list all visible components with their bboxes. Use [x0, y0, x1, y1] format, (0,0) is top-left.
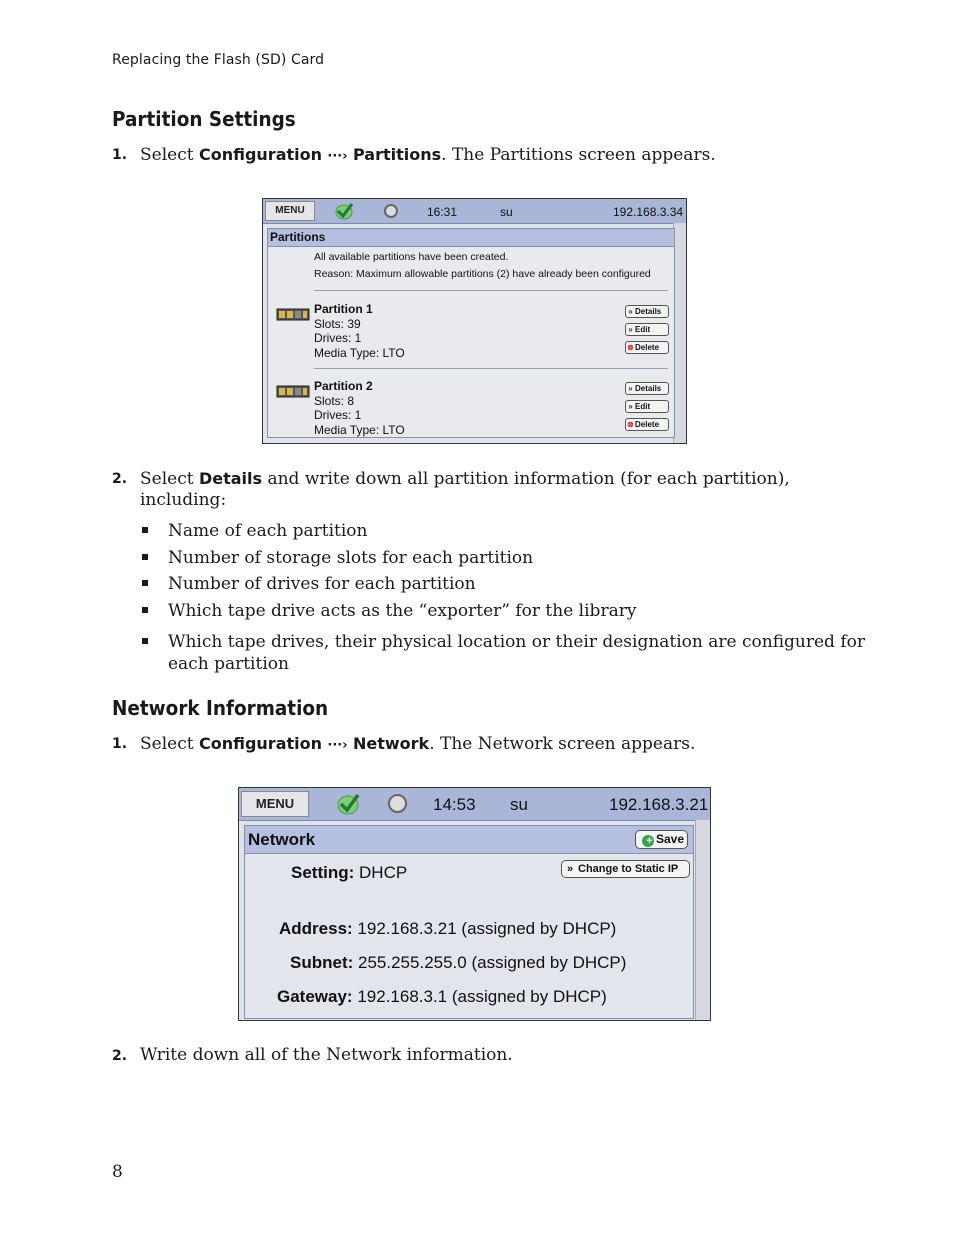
address-row: [279, 919, 616, 939]
delete-x-icon: ⊗: [627, 420, 634, 429]
delete-button[interactable]: [625, 418, 669, 431]
button-label: Edit: [635, 402, 651, 411]
setting-value: DHCP: [359, 863, 408, 882]
address-label: Address:: [279, 919, 353, 938]
subnet-value: 255.255.255.0 (assigned by DHCP): [358, 953, 627, 972]
double-chevron-icon: »: [628, 402, 633, 411]
ip-address: 192.168.3.21: [609, 795, 709, 814]
status-ok-check-icon[interactable]: [335, 792, 361, 816]
menu-network: Network: [353, 734, 430, 753]
list-item-text: Name of each partition: [168, 521, 368, 541]
partition-drives: Drives: 1: [314, 331, 362, 345]
list-item-text: Which tape drive acts as the “exporter” for the library: [168, 600, 637, 621]
button-label: Details: [635, 384, 662, 393]
step-text: Write down all of the Network information.: [140, 1045, 513, 1065]
partition-item[interactable]: [314, 379, 405, 437]
button-label: Delete: [635, 343, 660, 352]
bullet-square-icon: [142, 638, 148, 644]
page-number: 8: [112, 1162, 123, 1182]
menu-path-arrow-icon: ···›: [327, 738, 348, 753]
network-screenshot: [238, 787, 711, 1021]
step-number: 1.: [112, 147, 128, 163]
button-label: Save: [656, 832, 685, 846]
plus-icon: +: [642, 835, 654, 847]
partitions-panel: [267, 228, 675, 438]
delete-x-icon: ⊗: [627, 343, 634, 352]
running-head: Replacing the Flash (SD) Card: [112, 52, 325, 68]
bullet-square-icon: [142, 527, 148, 533]
step-post: . The Network screen appears.: [429, 734, 696, 754]
bullet-list: [140, 520, 868, 675]
list-item: [140, 573, 868, 595]
setting-row: [291, 863, 407, 883]
divider: [314, 368, 668, 369]
step-pre: Select: [140, 145, 199, 165]
divider: [314, 290, 668, 291]
partition-item[interactable]: [314, 302, 405, 360]
library-icon: [276, 307, 310, 321]
step-post: . The Partitions screen appears.: [441, 145, 716, 165]
gateway-label: Gateway:: [277, 987, 353, 1006]
library-icon: [276, 384, 310, 398]
double-chevron-icon: »: [566, 863, 574, 875]
partition-slots: Slots: 39: [314, 316, 361, 331]
delete-button[interactable]: [625, 341, 669, 354]
info-message: All available partitions have been created.: [314, 251, 509, 263]
subnet-row: [290, 953, 626, 973]
edit-button[interactable]: [625, 400, 669, 413]
partition-media: Media Type: LTO: [314, 345, 405, 360]
step-text: [140, 144, 860, 167]
list-item: [140, 547, 868, 569]
user-name: su: [500, 205, 513, 219]
button-label: Details: [635, 307, 662, 316]
panel-title-text: Network: [248, 830, 316, 849]
refresh-icon[interactable]: [384, 204, 398, 218]
button-label: Delete: [635, 420, 660, 429]
step-number: 2.: [112, 471, 128, 487]
gateway-value: 192.168.3.1 (assigned by DHCP): [357, 987, 607, 1006]
details-button[interactable]: [625, 305, 669, 318]
menu-configuration: Configuration: [198, 145, 322, 164]
subnet-label: Subnet:: [290, 953, 354, 972]
change-to-static-ip-button[interactable]: [561, 860, 690, 878]
list-item: [140, 631, 868, 675]
ip-address: 192.168.3.34: [613, 205, 684, 219]
button-label: Edit: [635, 325, 651, 334]
menu-button[interactable]: MENU: [241, 791, 309, 817]
double-chevron-icon: »: [628, 307, 633, 316]
step-number: 1.: [112, 736, 128, 752]
status-bar: [263, 199, 686, 224]
reason-message: Reason: Maximum allowable partitions (2) have already been configured: [314, 268, 651, 280]
gateway-row: [277, 987, 607, 1007]
list-item: [140, 520, 868, 542]
setting-label: Setting:: [291, 863, 355, 882]
details-button[interactable]: [625, 382, 669, 395]
list-item-text: Number of storage slots for each partition: [168, 547, 534, 568]
button-label: Change to Static IP: [578, 863, 679, 875]
partition-name: Partition 2: [314, 379, 373, 393]
section-heading-network-information: Network Information: [112, 696, 329, 720]
list-item-text: Which tape drives, their physical location or their designation are configured for each partition: [168, 631, 865, 674]
partitions-screenshot: [262, 198, 687, 444]
step-text: [140, 468, 790, 511]
clock-time: 16:31: [427, 205, 458, 219]
clock-time: 14:53: [433, 795, 476, 814]
user-name: su: [510, 795, 528, 814]
scrollbar[interactable]: [695, 820, 710, 1020]
bullet-square-icon: [142, 580, 148, 586]
step-number: 2.: [112, 1048, 128, 1064]
list-item-text: Number of drives for each partition: [168, 574, 476, 594]
panel-title: [245, 826, 693, 854]
list-item: [140, 600, 868, 622]
step-pre: Select: [140, 734, 199, 754]
section-heading-partition-settings: Partition Settings: [112, 107, 296, 131]
menu-partitions: Partitions: [353, 145, 442, 164]
status-ok-check-icon[interactable]: [333, 202, 355, 220]
refresh-icon[interactable]: [388, 794, 407, 813]
menu-button[interactable]: MENU: [265, 201, 315, 221]
partition-drives: Drives: 1: [314, 408, 362, 422]
menu-configuration: Configuration: [198, 734, 322, 753]
panel-title: Partitions: [268, 229, 674, 247]
menu-path-arrow-icon: ···›: [327, 149, 348, 164]
bullet-square-icon: [142, 607, 148, 613]
partition-slots: Slots: 8: [314, 393, 355, 408]
double-chevron-icon: »: [628, 384, 633, 393]
step-post: and write down all partition information (for each partition), including:: [140, 469, 790, 510]
partition-media: Media Type: LTO: [314, 422, 405, 437]
step-text: [140, 733, 860, 756]
partition-name: Partition 1: [314, 302, 373, 316]
bullet-square-icon: [142, 554, 148, 560]
status-bar: [239, 788, 710, 821]
network-panel: [244, 825, 694, 1019]
address-value: 192.168.3.21 (assigned by DHCP): [357, 919, 617, 938]
save-button[interactable]: [635, 830, 688, 849]
edit-button[interactable]: [625, 323, 669, 336]
double-chevron-icon: »: [628, 325, 633, 334]
keyword-details: Details: [198, 469, 263, 488]
step-pre: Select: [140, 469, 199, 489]
